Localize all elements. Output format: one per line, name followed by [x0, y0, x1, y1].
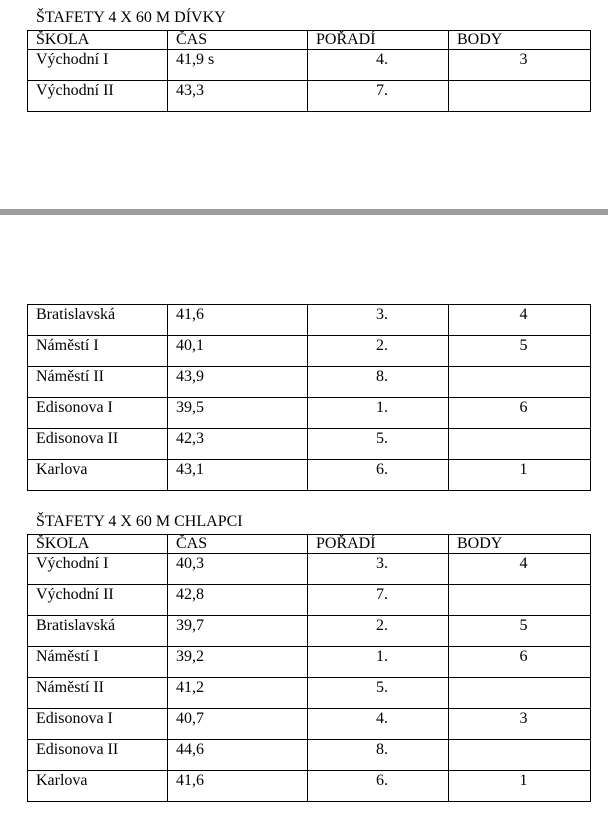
boys-results-table — [27, 534, 591, 802]
cell-time: 44,6 — [168, 740, 308, 771]
cell-rank: 8. — [308, 367, 449, 398]
table-header-row — [28, 31, 591, 50]
table-row — [28, 554, 591, 585]
table-row — [28, 709, 591, 740]
cell-points — [449, 678, 591, 709]
cell-school: Edisonova II — [28, 429, 168, 460]
cell-rank: 6. — [308, 460, 449, 491]
cell-rank: 4. — [308, 50, 449, 81]
cell-school: Bratislavská — [28, 616, 168, 647]
cell-points: 4 — [449, 305, 591, 336]
table-header-row — [28, 535, 591, 554]
cell-points: 3 — [449, 709, 591, 740]
cell-points — [449, 81, 591, 112]
table-row — [28, 460, 591, 491]
table-row — [28, 50, 591, 81]
cell-school: Východní I — [28, 554, 168, 585]
cell-time: 41,9 s — [168, 50, 308, 81]
cell-school: Edisonova I — [28, 398, 168, 429]
cell-points: 1 — [449, 771, 591, 802]
cell-points: 3 — [449, 50, 591, 81]
cell-time: 39,5 — [168, 398, 308, 429]
cell-points — [449, 429, 591, 460]
table-row — [28, 305, 591, 336]
header-time: ČAS — [168, 535, 308, 554]
cell-points — [449, 367, 591, 398]
cell-time: 43,9 — [168, 367, 308, 398]
cell-rank: 7. — [308, 81, 449, 112]
table-row — [28, 647, 591, 678]
cell-school: Edisonova I — [28, 709, 168, 740]
page-break-divider — [0, 209, 608, 215]
cell-school: Východní II — [28, 585, 168, 616]
cell-school: Náměstí I — [28, 336, 168, 367]
cell-rank: 2. — [308, 336, 449, 367]
cell-time: 41,6 — [168, 305, 308, 336]
cell-points — [449, 585, 591, 616]
cell-school: Edisonova II — [28, 740, 168, 771]
girls-relay-title: ŠTAFETY 4 X 60 M DÍVKY — [36, 9, 226, 26]
cell-rank: 7. — [308, 585, 449, 616]
cell-points — [449, 740, 591, 771]
cell-rank: 3. — [308, 554, 449, 585]
cell-points: 1 — [449, 460, 591, 491]
table-row — [28, 429, 591, 460]
cell-school: Náměstí II — [28, 367, 168, 398]
cell-rank: 6. — [308, 771, 449, 802]
cell-points: 4 — [449, 554, 591, 585]
cell-rank: 5. — [308, 429, 449, 460]
header-points: BODY — [449, 535, 591, 554]
cell-school: Východní II — [28, 81, 168, 112]
table-row — [28, 616, 591, 647]
table-row — [28, 740, 591, 771]
header-points: BODY — [449, 31, 591, 50]
cell-time: 43,3 — [168, 81, 308, 112]
cell-rank: 1. — [308, 647, 449, 678]
cell-rank: 5. — [308, 678, 449, 709]
cell-time: 40,1 — [168, 336, 308, 367]
header-school: ŠKOLA — [28, 535, 168, 554]
table-row — [28, 336, 591, 367]
cell-school: Náměstí I — [28, 647, 168, 678]
header-rank: POŘADÍ — [308, 535, 449, 554]
table-row — [28, 771, 591, 802]
cell-school: Náměstí II — [28, 678, 168, 709]
table-row — [28, 678, 591, 709]
cell-time: 41,2 — [168, 678, 308, 709]
table-row — [28, 81, 591, 112]
header-rank: POŘADÍ — [308, 31, 449, 50]
cell-time: 42,8 — [168, 585, 308, 616]
cell-time: 40,7 — [168, 709, 308, 740]
cell-time: 41,6 — [168, 771, 308, 802]
cell-rank: 4. — [308, 709, 449, 740]
table-row — [28, 585, 591, 616]
cell-rank: 8. — [308, 740, 449, 771]
cell-time: 40,3 — [168, 554, 308, 585]
header-school: ŠKOLA — [28, 31, 168, 50]
cell-time: 39,7 — [168, 616, 308, 647]
cell-points: 6 — [449, 647, 591, 678]
girls-results-table-bottom — [27, 304, 591, 491]
cell-time: 42,3 — [168, 429, 308, 460]
table-row — [28, 367, 591, 398]
cell-school: Karlova — [28, 771, 168, 802]
cell-points: 6 — [449, 398, 591, 429]
cell-points: 5 — [449, 616, 591, 647]
cell-points: 5 — [449, 336, 591, 367]
cell-time: 39,2 — [168, 647, 308, 678]
cell-rank: 2. — [308, 616, 449, 647]
table-row — [28, 398, 591, 429]
boys-relay-title: ŠTAFETY 4 X 60 M CHLAPCI — [36, 513, 243, 530]
cell-school: Východní I — [28, 50, 168, 81]
cell-rank: 3. — [308, 305, 449, 336]
cell-rank: 1. — [308, 398, 449, 429]
cell-school: Karlova — [28, 460, 168, 491]
header-time: ČAS — [168, 31, 308, 50]
cell-time: 43,1 — [168, 460, 308, 491]
cell-school: Bratislavská — [28, 305, 168, 336]
girls-results-table-top — [27, 30, 591, 112]
